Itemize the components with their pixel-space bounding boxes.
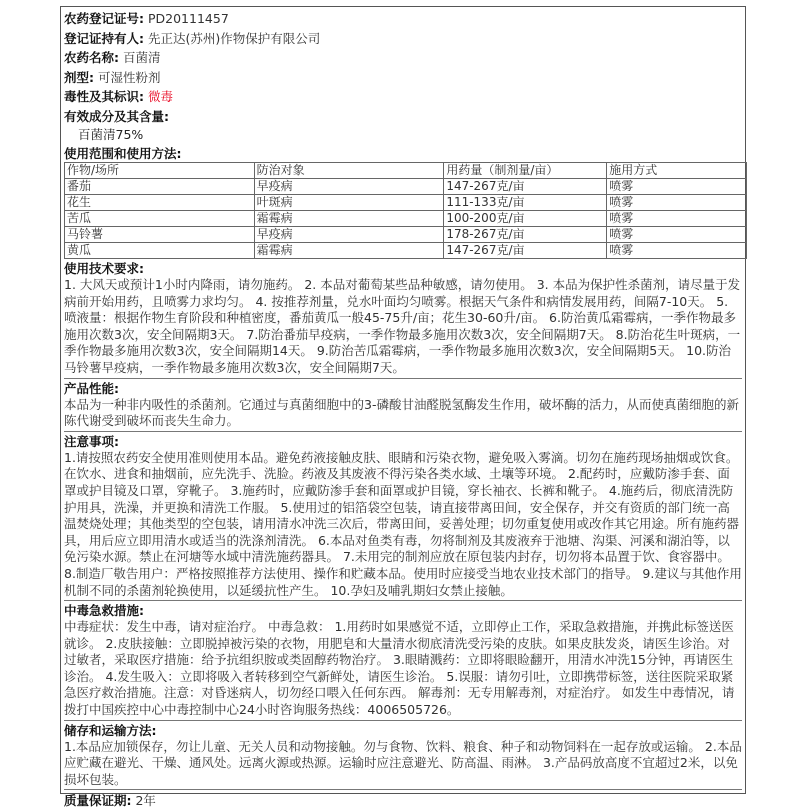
table-cell: 喷雾 <box>607 179 747 195</box>
performance-text: 本品为一种非内吸性的杀菌剂。它通过与真菌细胞中的3-磷酸甘油醛脱氢酶发生作用，破坏酶的活力，从而使真菌细胞的新陈代谢受到破坏而丧失生命力。 <box>64 396 739 429</box>
divider <box>64 600 742 601</box>
table-cell: 黄瓜 <box>65 243 255 259</box>
table-cell: 147-267克/亩 <box>444 243 607 259</box>
form-value: 可湿性粉剂 <box>97 69 161 85</box>
divider <box>64 378 742 379</box>
technique-text: 1. 大风天或预计1小时内降雨，请勿施药。 2. 本品对葡萄某些品种敏感，请勿使用。 3. 本品为保护性杀菌剂，请尽量于发病前开始用药，且喷雾力求均匀。 4. 按推荐剂量，兑水叶面均匀喷雾。根据天气条件和病情发展用药，间隔7-10天。 5. 喷液量：根据作物生育阶段和种植密度，番茄黄瓜一般45-75升/亩；花生30-60升/亩。 6.防治黄瓜霜霉病，一季作物最多施用次数3次，安全间隔期3天。 7.防治番茄早疫病，一季作物最多施用次数3次，安全间隔期7天。 8.防治花生叶斑病，一季作物最多施用次数3次，安全间隔期14天。 9.防治苦瓜霜霉病，一季作物最多施用次数3次，安全间隔期5天。 10.防治马铃薯早疫病，一季作物最多施用次数3次，安全间隔期7天。 <box>64 277 741 375</box>
table-cell: 番茄 <box>65 179 255 195</box>
table-row <box>65 243 747 259</box>
storage-text: 1.本品应加锁保存，勿让儿童、无关人员和动物接触。勿与食物、饮料、粮食、种子和动物饲料在一起存放或运输。 2.本品应贮藏在避光、干燥、通风处。远离火源或热源。运输时应注意避光、防高温、雨淋。 3.产品码放高度不宜超过2米，以免损坏包装。 <box>64 738 742 787</box>
table-row <box>65 195 747 211</box>
ingredient-value: 百菌清75% <box>78 127 144 142</box>
usage-table <box>64 162 747 259</box>
precautions-text: 1.请按照农药安全使用准则使用本品。避免药液接触皮肤、眼睛和污染衣物，避免吸入雾滴。切勿在施药现场抽烟或饮食。在饮水、进食和抽烟前，应先洗手、洗脸。药液及其废液不得污染各类水域、土壤等环境。 2.配药时，应戴防渗手套、面罩或护目镜及口罩，穿靴子。 3.施药时，应戴防渗手套和面罩或护目镜，穿长袖衣、长裤和靴子。 4.施药后，彻底清洗防护用具，洗澡，并更换和清洗工作服。 5.使用过的铝箔袋空包装，请直接带离田间，安全保存，并交有资质的部门统一高温焚烧处理；其他类型的空包装，请用清水冲洗三次后，带离田间，妥善处理；切勿重复使用或改作其它用途。所有施药器具，用后应立即用清水或适当的洗涤剂清洗。 6.本品对鱼类有毒，勿将制剂及其废液弃于池塘、沟渠、河溪和湖泊等，以免污染水源。禁止在河塘等水域中清洗施药器具。 7.未用完的制剂应放在原包装内封存，切勿将本品置于饮、食容器中。 8.制造厂敬告用户：严格按照推荐方法使用、操作和贮藏本品。使用时应接受当地农业技术部门的指导。 9.建议与其他作用机制不同的杀菌剂轮换使用，以延缓抗性产生。 10.孕妇及哺乳期妇女禁止接触。 <box>64 449 742 598</box>
table-row <box>65 227 747 243</box>
table-cell: 苦瓜 <box>65 211 255 227</box>
table-cell: 喷雾 <box>607 211 747 227</box>
shelf-life-value: 2年 <box>135 793 156 809</box>
usage-header-row <box>65 163 747 179</box>
name-label: 农药名称: <box>64 50 119 65</box>
table-cell: 霜霉病 <box>254 211 444 227</box>
usage-col-crop: 作物/场所 <box>65 163 255 179</box>
table-row <box>65 211 747 227</box>
table-cell: 178-267克/亩 <box>444 227 607 243</box>
shelf-life-label: 质量保证期: <box>64 793 132 809</box>
table-cell: 147-267克/亩 <box>444 179 607 195</box>
precautions-heading: 注意事项: <box>64 433 119 449</box>
table-cell: 喷雾 <box>607 227 747 243</box>
holder-row <box>64 29 742 49</box>
table-cell: 早疫病 <box>254 227 444 243</box>
table-cell: 喷雾 <box>607 195 747 211</box>
table-cell: 111-133克/亩 <box>444 195 607 211</box>
usage-col-dosage: 用药量（制剂量/亩） <box>444 163 607 179</box>
toxicity-row <box>64 87 742 107</box>
holder-value: 先正达(苏州)作物保护有限公司 <box>147 30 321 46</box>
table-cell: 叶斑病 <box>254 195 444 211</box>
divider <box>64 720 742 721</box>
firstaid-text: 中毒症状：发生中毒，请对症治疗。 中毒急救： 1.用药时如果感觉不适，立即停止工作，采取急救措施，并携此标签送医就诊。 2.皮肤接触：立即脱掉被污染的衣物，用肥皂和大量清水彻底清洗受污染的皮肤。如果皮肤发炎，请医生诊治。对过敏者，采取医疗措施：给予抗组织胺或类固醇药物治疗。 3.眼睛溅药：立即将眼睑翻开，用清水冲洗15分钟，再请医生诊治。 4.发生吸入：立即将吸入者转移到空气新鲜处，请医生诊治。 5.误服：请勿引吐，立即携带标签，送往医院采取紧急医疗救治措施。注意：对昏迷病人，切勿经口喂入任何东西。 解毒剂：无专用解毒剂，对症治疗。 如发生中毒情况，请拨打中国疾控中心中毒控制中心24小时咨询服务热线：4006505726。 <box>64 619 735 718</box>
form-label: 剂型: <box>64 69 94 85</box>
form-row <box>64 68 742 88</box>
table-cell: 早疫病 <box>254 179 444 195</box>
firstaid-heading: 中毒急救措施: <box>64 603 144 619</box>
divider <box>64 789 742 790</box>
usage-col-method: 施用方式 <box>607 163 747 179</box>
table-cell: 马铃薯 <box>65 227 255 243</box>
performance-heading: 产品性能: <box>64 380 119 396</box>
storage-heading: 储存和运输方法: <box>64 722 157 738</box>
toxicity-label: 毒性及其标识: <box>64 89 144 104</box>
technique-heading: 使用技术要求: <box>64 261 144 276</box>
cert-value: PD20111457 <box>147 11 229 26</box>
usage-heading: 使用范围和使用方法: <box>64 146 182 161</box>
divider <box>64 431 742 432</box>
table-cell: 喷雾 <box>607 243 747 259</box>
ingredient-heading <box>64 107 742 127</box>
table-row <box>65 179 747 195</box>
table-cell: 霜霉病 <box>254 243 444 259</box>
shelf-life-row <box>64 791 742 811</box>
usage-col-target: 防治对象 <box>254 163 444 179</box>
name-value: 百菌清 <box>122 50 161 65</box>
cert-row <box>64 9 742 29</box>
label-document <box>60 6 746 809</box>
ingredient-label: 有效成分及其含量: <box>64 108 169 124</box>
table-cell: 花生 <box>65 195 255 211</box>
cert-label: 农药登记证号: <box>64 11 144 26</box>
toxicity-value: 微毒 <box>147 89 173 104</box>
name-row <box>64 48 742 68</box>
table-cell: 100-200克/亩 <box>444 211 607 227</box>
holder-label: 登记证持有人: <box>64 30 144 46</box>
